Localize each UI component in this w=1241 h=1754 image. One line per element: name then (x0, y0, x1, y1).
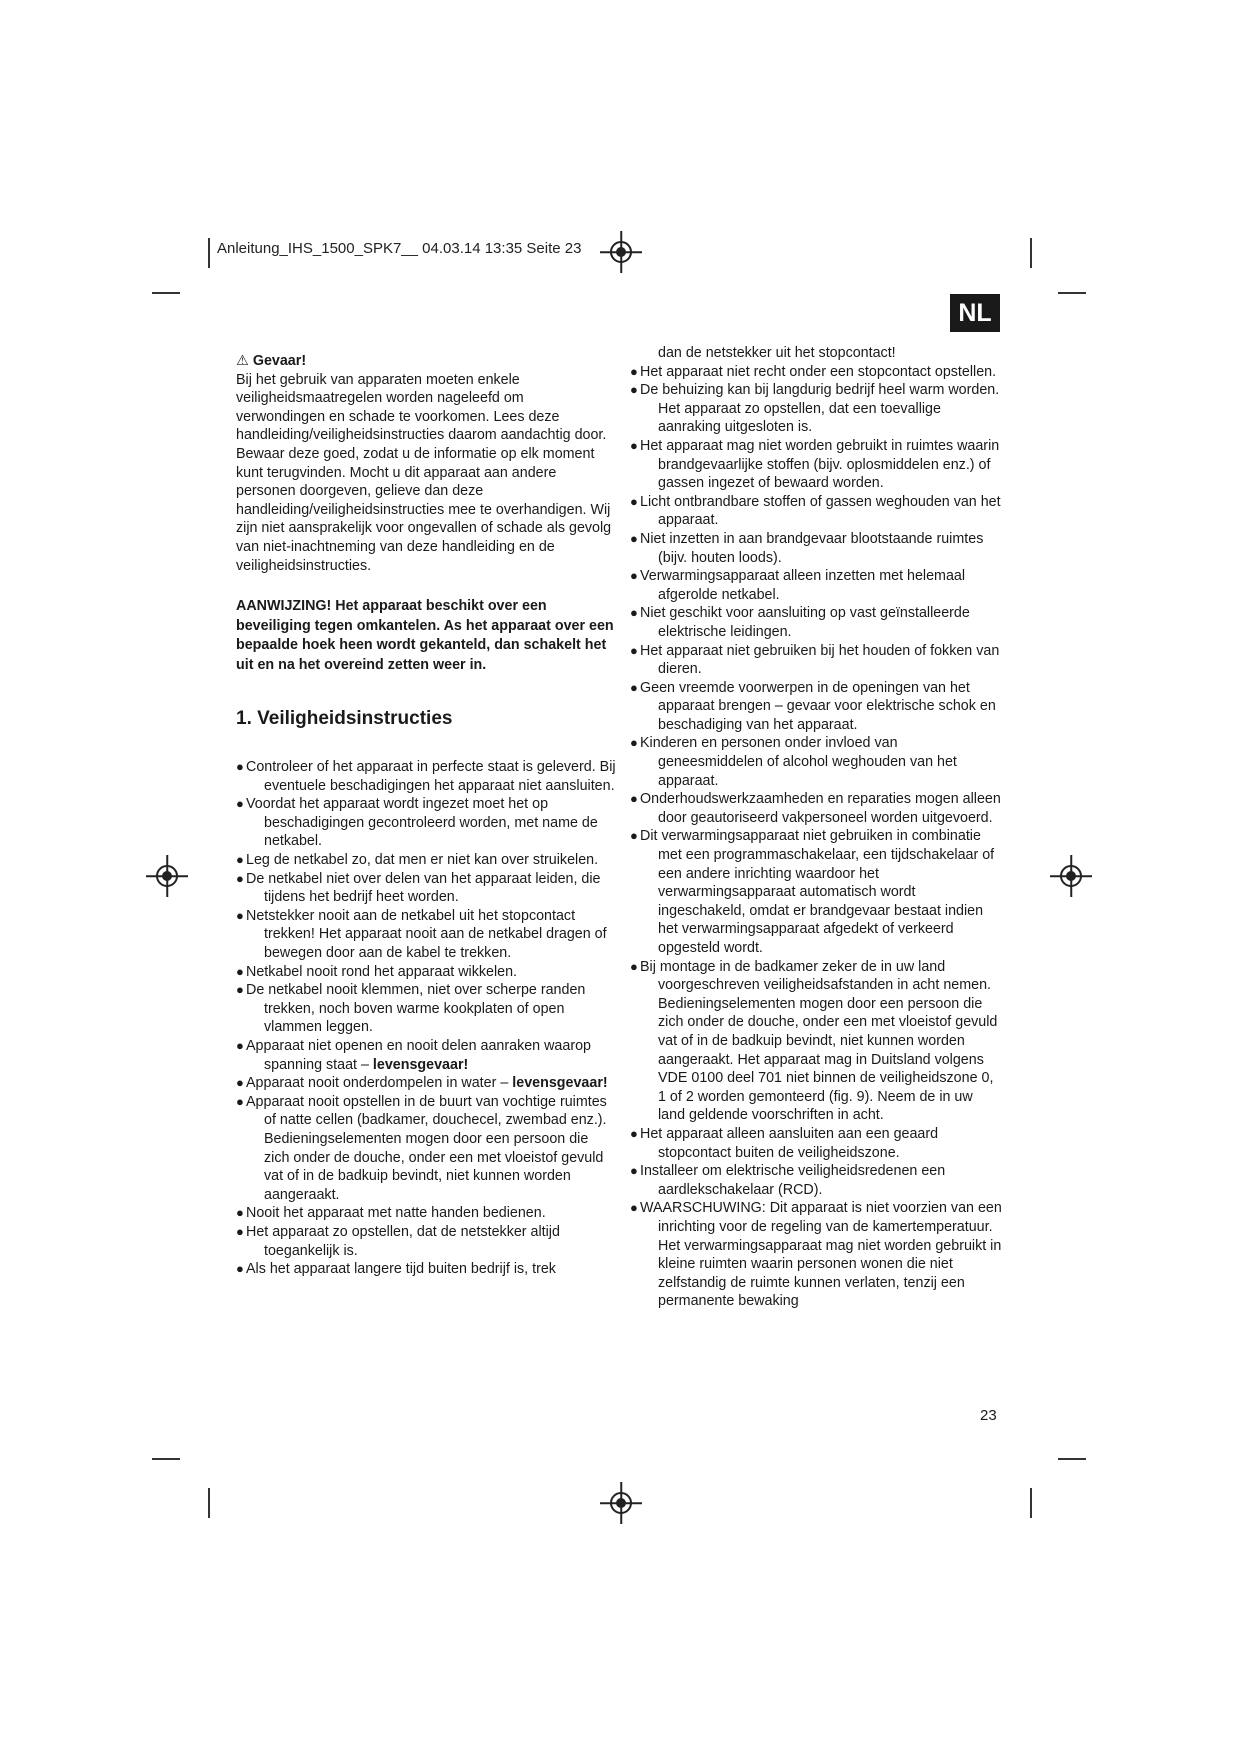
bullet-icon: ● (630, 791, 638, 807)
bullet-icon: ● (630, 828, 638, 844)
bullet-icon: ● (236, 1038, 244, 1053)
registration-mark-icon (156, 865, 178, 887)
warning-title: Gevaar! (252, 353, 307, 369)
list-item: ● Apparaat nooit opstellen in de buurt van vochtige ruimtes of natte cellen (badkamer, douchecel, zwembad enz.). Bedieningselementen mogen door een persoon die zich onder de douche, onder een met vloeistof gevuld vat of in de badkuip bevindt, niet kunnen worden aangeraakt. (236, 1093, 607, 1203)
crop-mark (152, 1458, 180, 1460)
bullet-icon: ● (236, 796, 244, 812)
list-item: ● Voordat het apparaat wordt ingezet moet het op beschadigingen gecontroleerd worden, met name de netkabel. (236, 796, 598, 850)
list-item: ● De behuizing kan bij langdurig bedrijf heel warm worden. Het apparaat zo opstellen, dat een toevallige aanraking uitgesloten is. (630, 382, 1000, 436)
warning-heading (236, 352, 616, 371)
crop-mark (208, 1488, 210, 1518)
list-item: ● Verwarmingsapparaat alleen inzetten met helemaal afgerolde netkabel. (630, 568, 966, 603)
list-item: ● Licht ontbrandbare stoffen of gassen weghouden van het apparaat. (630, 493, 1001, 529)
bullet-icon: ● (236, 870, 244, 886)
bullet-icon: ● (630, 605, 638, 621)
list-item: ● Installeer om elektrische veiligheidsredenen een aardlekschakelaar (RCD). (630, 1163, 946, 1198)
bullet-icon: ● (630, 363, 638, 379)
crop-mark (1030, 238, 1032, 268)
list-item: ● Apparaat niet openen en nooit delen aanraken waarop spanning staat – levensgevaar! (236, 1038, 591, 1073)
bullet-icon: ● (236, 852, 244, 868)
bullet-icon: ● (630, 1163, 638, 1179)
registration-mark-icon (610, 1492, 632, 1514)
bullet-icon: ● (236, 907, 244, 923)
list-item: ● De netkabel niet over delen van het apparaat leiden, die tijdens het bedrijf heet worden. (236, 870, 601, 906)
list-item: ● Bij montage in de badkamer zeker de in uw land voorgeschreven veiligheidsafstanden in acht nemen. Bedieningselementen mogen door een persoon die zich onder de douche, onder een met vloeistof gevuld vat of in de badkuip bevindt, niet kunnen worden aangeraakt. Het apparaat mag in Duitsland volgens VDE 0100 deel 701 niet binnen de veiligheidszone 0, 1 of 2 worden gemonteerd (fig. 9). Neem de in uw land geldende voorschriften in acht. (630, 958, 998, 1124)
bullet-icon: ● (630, 958, 638, 974)
bullet-icon: ● (236, 1261, 244, 1277)
bullet-icon: ● (630, 642, 638, 658)
right-column (630, 344, 1002, 1311)
bullet-icon: ● (630, 493, 638, 509)
list-item: ● Apparaat nooit onderdompelen in water – levensgevaar! (236, 1075, 608, 1092)
bullet-icon: ● (236, 963, 244, 979)
print-slug: Anleitung_IHS_1500_SPK7__ 04.03.14 13:35 Seite 23 (217, 240, 582, 257)
language-badge: NL (950, 294, 1000, 332)
bullet-icon: ● (630, 1125, 638, 1141)
list-item: ● De netkabel nooit klemmen, niet over scherpe randen trekken, noch boven warme kookplaten of open vlammen leggen. (236, 982, 586, 1036)
safety-list-right (630, 363, 1002, 1311)
registration-mark-icon (610, 241, 632, 263)
bullet-icon: ● (236, 1093, 244, 1109)
list-item: ● Het apparaat niet recht onder een stopcontact opstellen. (630, 363, 997, 380)
crop-mark (152, 292, 180, 294)
notice-text: AANWIJZING! Het apparaat beschikt over een beveiliging tegen omkantelen. As het apparaat over een bepaalde hoek heen wordt gekanteld, dan schakelt het uit en na het overeind zetten weer in. (236, 598, 614, 673)
list-item: ● Het apparaat zo opstellen, dat de netstekker altijd toegankelijk is. (236, 1223, 560, 1259)
bullet-icon: ● (236, 1205, 244, 1221)
list-item: ● Het apparaat niet gebruiken bij het houden of fokken van dieren. (630, 642, 1000, 678)
list-item: ● Het apparaat mag niet worden gebruikt in ruimtes waarin brandgevaarlijke stoffen (bijv. oplosmiddelen enz.) of gassen ingezet of bewaard worden. (630, 437, 1000, 492)
bullet-icon: ● (630, 679, 638, 695)
list-item: ● Niet geschikt voor aansluiting op vast geïnstalleerde elektrische leidingen. (630, 605, 970, 640)
page-number: 23 (980, 1407, 997, 1424)
list-item: ● Kinderen en personen onder invloed van geneesmiddelen of alcohol weghouden van het apparaat. (630, 735, 957, 789)
left-column (236, 352, 616, 1279)
bullet-icon: ● (630, 735, 638, 751)
safety-list-left (236, 758, 616, 1279)
continuation-text: dan de netstekker uit het stopcontact! (658, 345, 896, 361)
list-item: ● Het apparaat alleen aansluiten aan een geaard stopcontact buiten de veiligheidszone. (630, 1125, 939, 1161)
bullet-icon: ● (630, 530, 638, 546)
list-item: ● Netstekker nooit aan de netkabel uit het stopcontact trekken! Het apparaat nooit aan de netkabel dragen of bewegen door aan de kabel te trekken. (236, 907, 607, 962)
crop-mark (208, 238, 210, 268)
bullet-icon: ● (630, 568, 638, 584)
bullet-icon: ● (236, 1223, 244, 1239)
list-item: ● Netkabel nooit rond het apparaat wikkelen. (236, 963, 518, 980)
list-item: ● Nooit het apparaat met natte handen bedienen. (236, 1205, 546, 1222)
section-title: 1. Veiligheidsinstructies (236, 707, 453, 729)
bullet-icon: ● (236, 759, 244, 775)
list-item: ● Niet inzetten in aan brandgevaar blootstaande ruimtes (bijv. houten loods). (630, 530, 984, 566)
bullet-icon: ● (236, 1075, 244, 1091)
warning-triangle-icon: ⚠ (236, 353, 249, 369)
crop-mark (1030, 1488, 1032, 1518)
list-item: ● Leg de netkabel zo, dat men er niet kan over struikelen. (236, 852, 599, 869)
registration-mark-icon (1060, 865, 1082, 887)
crop-mark (1058, 292, 1086, 294)
list-item: ● Dit verwarmingsapparaat niet gebruiken in combinatie met een programmaschakelaar, een tijdschakelaar of een andere inrichting waardoor het verwarmingsapparaat automatisch wordt ingeschakeld, omdat er brandgevaar bestaat indien het verwarmingsapparaat afgedekt of verkeerd opgesteld wordt. (630, 828, 995, 956)
list-item: ● Controleer of het apparaat in perfecte staat is geleverd. Bij eventuele beschadigingen het apparaat niet aansluiten. (236, 759, 616, 794)
list-item: ● WAARSCHUWING: Dit apparaat is niet voorzien van een inrichting voor de regeling van de kamertemperatuur. Het verwarmingsapparaat mag niet worden gebruikt in kleine ruimten waarin personen wonen die niet zelfstandig de ruimte kunnen verlaten, tenzij een permanente bewaking (630, 1200, 1002, 1310)
list-item: ● Geen vreemde voorwerpen in de openingen van het apparaat brengen – gevaar voor elektrische schok en beschadiging van het apparaat. (630, 679, 996, 733)
crop-mark (1058, 1458, 1086, 1460)
bullet-icon: ● (630, 382, 638, 398)
bullet-icon: ● (630, 437, 638, 453)
bullet-icon: ● (236, 982, 244, 998)
bullet-icon: ● (630, 1200, 638, 1216)
warning-text: Bij het gebruik van apparaten moeten enkele veiligheidsmaatregelen worden nageleefd om verwondingen en schade te voorkomen. Lees deze handleiding/veiligheidsinstructies daarom aandachtig door. Bewaar deze goed, zodat u de informatie op elk moment kunt terugvinden. Mocht u dit apparaat aan andere personen doorgeven, gelieve dan deze handleiding/veiligheidsinstructies mee te overhandigen. Wij zijn niet aansprakelijk voor ongevallen of schade als gevolg van niet-inachtneming van deze handleiding en de veiligheidsinstructies. (236, 371, 612, 574)
list-item: ● Onderhoudswerkzaamheden en reparaties mogen alleen door geautoriseerd vakpersoneel worden uitgevoerd. (630, 791, 1001, 826)
list-item: ● Als het apparaat langere tijd buiten bedrijf is, trek (236, 1261, 556, 1278)
